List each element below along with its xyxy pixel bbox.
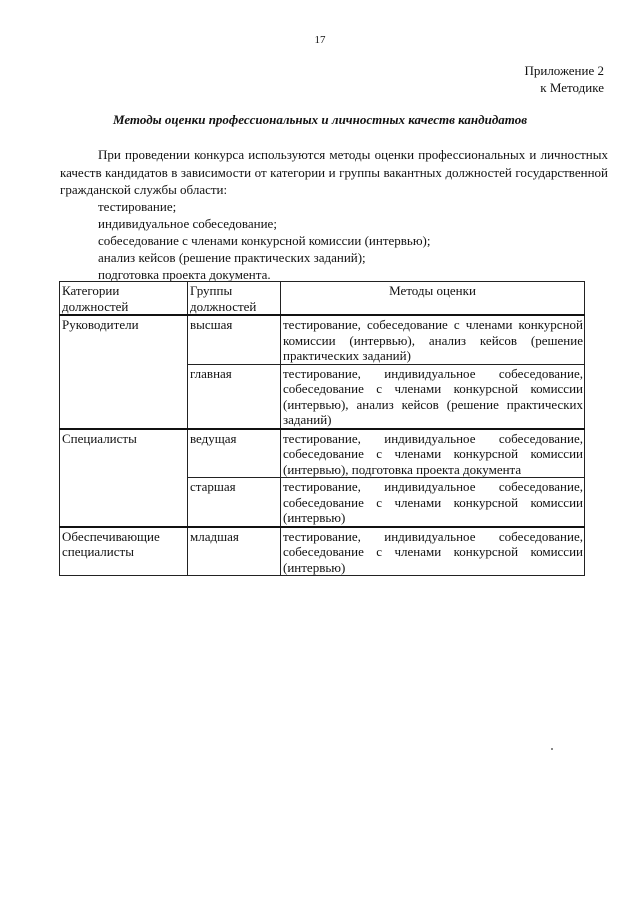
cell-methods: тестирование, индивидуальное собеседование, собеседование с членами конкурсной комиссии (интервью), анализ кейсов (решение практических заданий) xyxy=(281,364,585,429)
header-group: Группы должностей xyxy=(188,282,281,316)
page-number: 17 xyxy=(314,34,326,46)
cell-category: Обеспечивающие специалисты xyxy=(60,527,188,576)
appendix-reference xyxy=(524,62,604,96)
methods-table xyxy=(59,281,585,576)
list-item: тестирование; xyxy=(98,199,177,214)
cell-methods: тестирование, собеседование с членами конкурсной комиссии (интервью), анализ кейсов (решение практических заданий) xyxy=(281,315,585,364)
cell-category: Специалисты xyxy=(60,429,188,527)
cell-group: младшая xyxy=(188,527,281,576)
cell-methods: тестирование, индивидуальное собеседование, собеседование с членами конкурсной комиссии (интервью) xyxy=(281,527,585,576)
list-item: собеседование с членами конкурсной комиссии (интервью); xyxy=(98,233,431,248)
list-item: подготовка проекта документа. xyxy=(98,267,271,282)
appendix-line-1: Приложение 2 xyxy=(524,63,604,78)
cell-group: высшая xyxy=(188,315,281,364)
table-row xyxy=(60,315,585,364)
cell-methods: тестирование, индивидуальное собеседование, собеседование с членами конкурсной комиссии (интервью), подготовка проекта документа xyxy=(281,429,585,478)
cell-group: старшая xyxy=(188,478,281,527)
cell-category: Руководители xyxy=(60,315,188,429)
list-item: анализ кейсов (решение практических заданий); xyxy=(98,250,366,265)
table-row xyxy=(60,527,585,576)
methods-list xyxy=(98,198,430,283)
document-title: Методы оценки профессиональных и личностных качеств кандидатов xyxy=(112,112,528,127)
intro-paragraph: При проведении конкурса используются методы оценки профессиональных и личностных качеств кандидатов в зависимости от категории и группы вакантных должностей государственной гражданской службы области: xyxy=(60,147,608,197)
table-row xyxy=(60,429,585,478)
cell-group: ведущая xyxy=(188,429,281,478)
list-item: индивидуальное собеседование; xyxy=(98,216,277,231)
cell-methods: тестирование, индивидуальное собеседование, собеседование с членами конкурсной комиссии (интервью) xyxy=(281,478,585,527)
appendix-line-2: к Методике xyxy=(540,80,604,95)
table-header-row xyxy=(60,282,585,316)
cell-group: главная xyxy=(188,364,281,429)
header-methods: Методы оценки xyxy=(281,282,585,316)
header-category: Категории должностей xyxy=(60,282,188,316)
scan-speck xyxy=(551,748,553,750)
